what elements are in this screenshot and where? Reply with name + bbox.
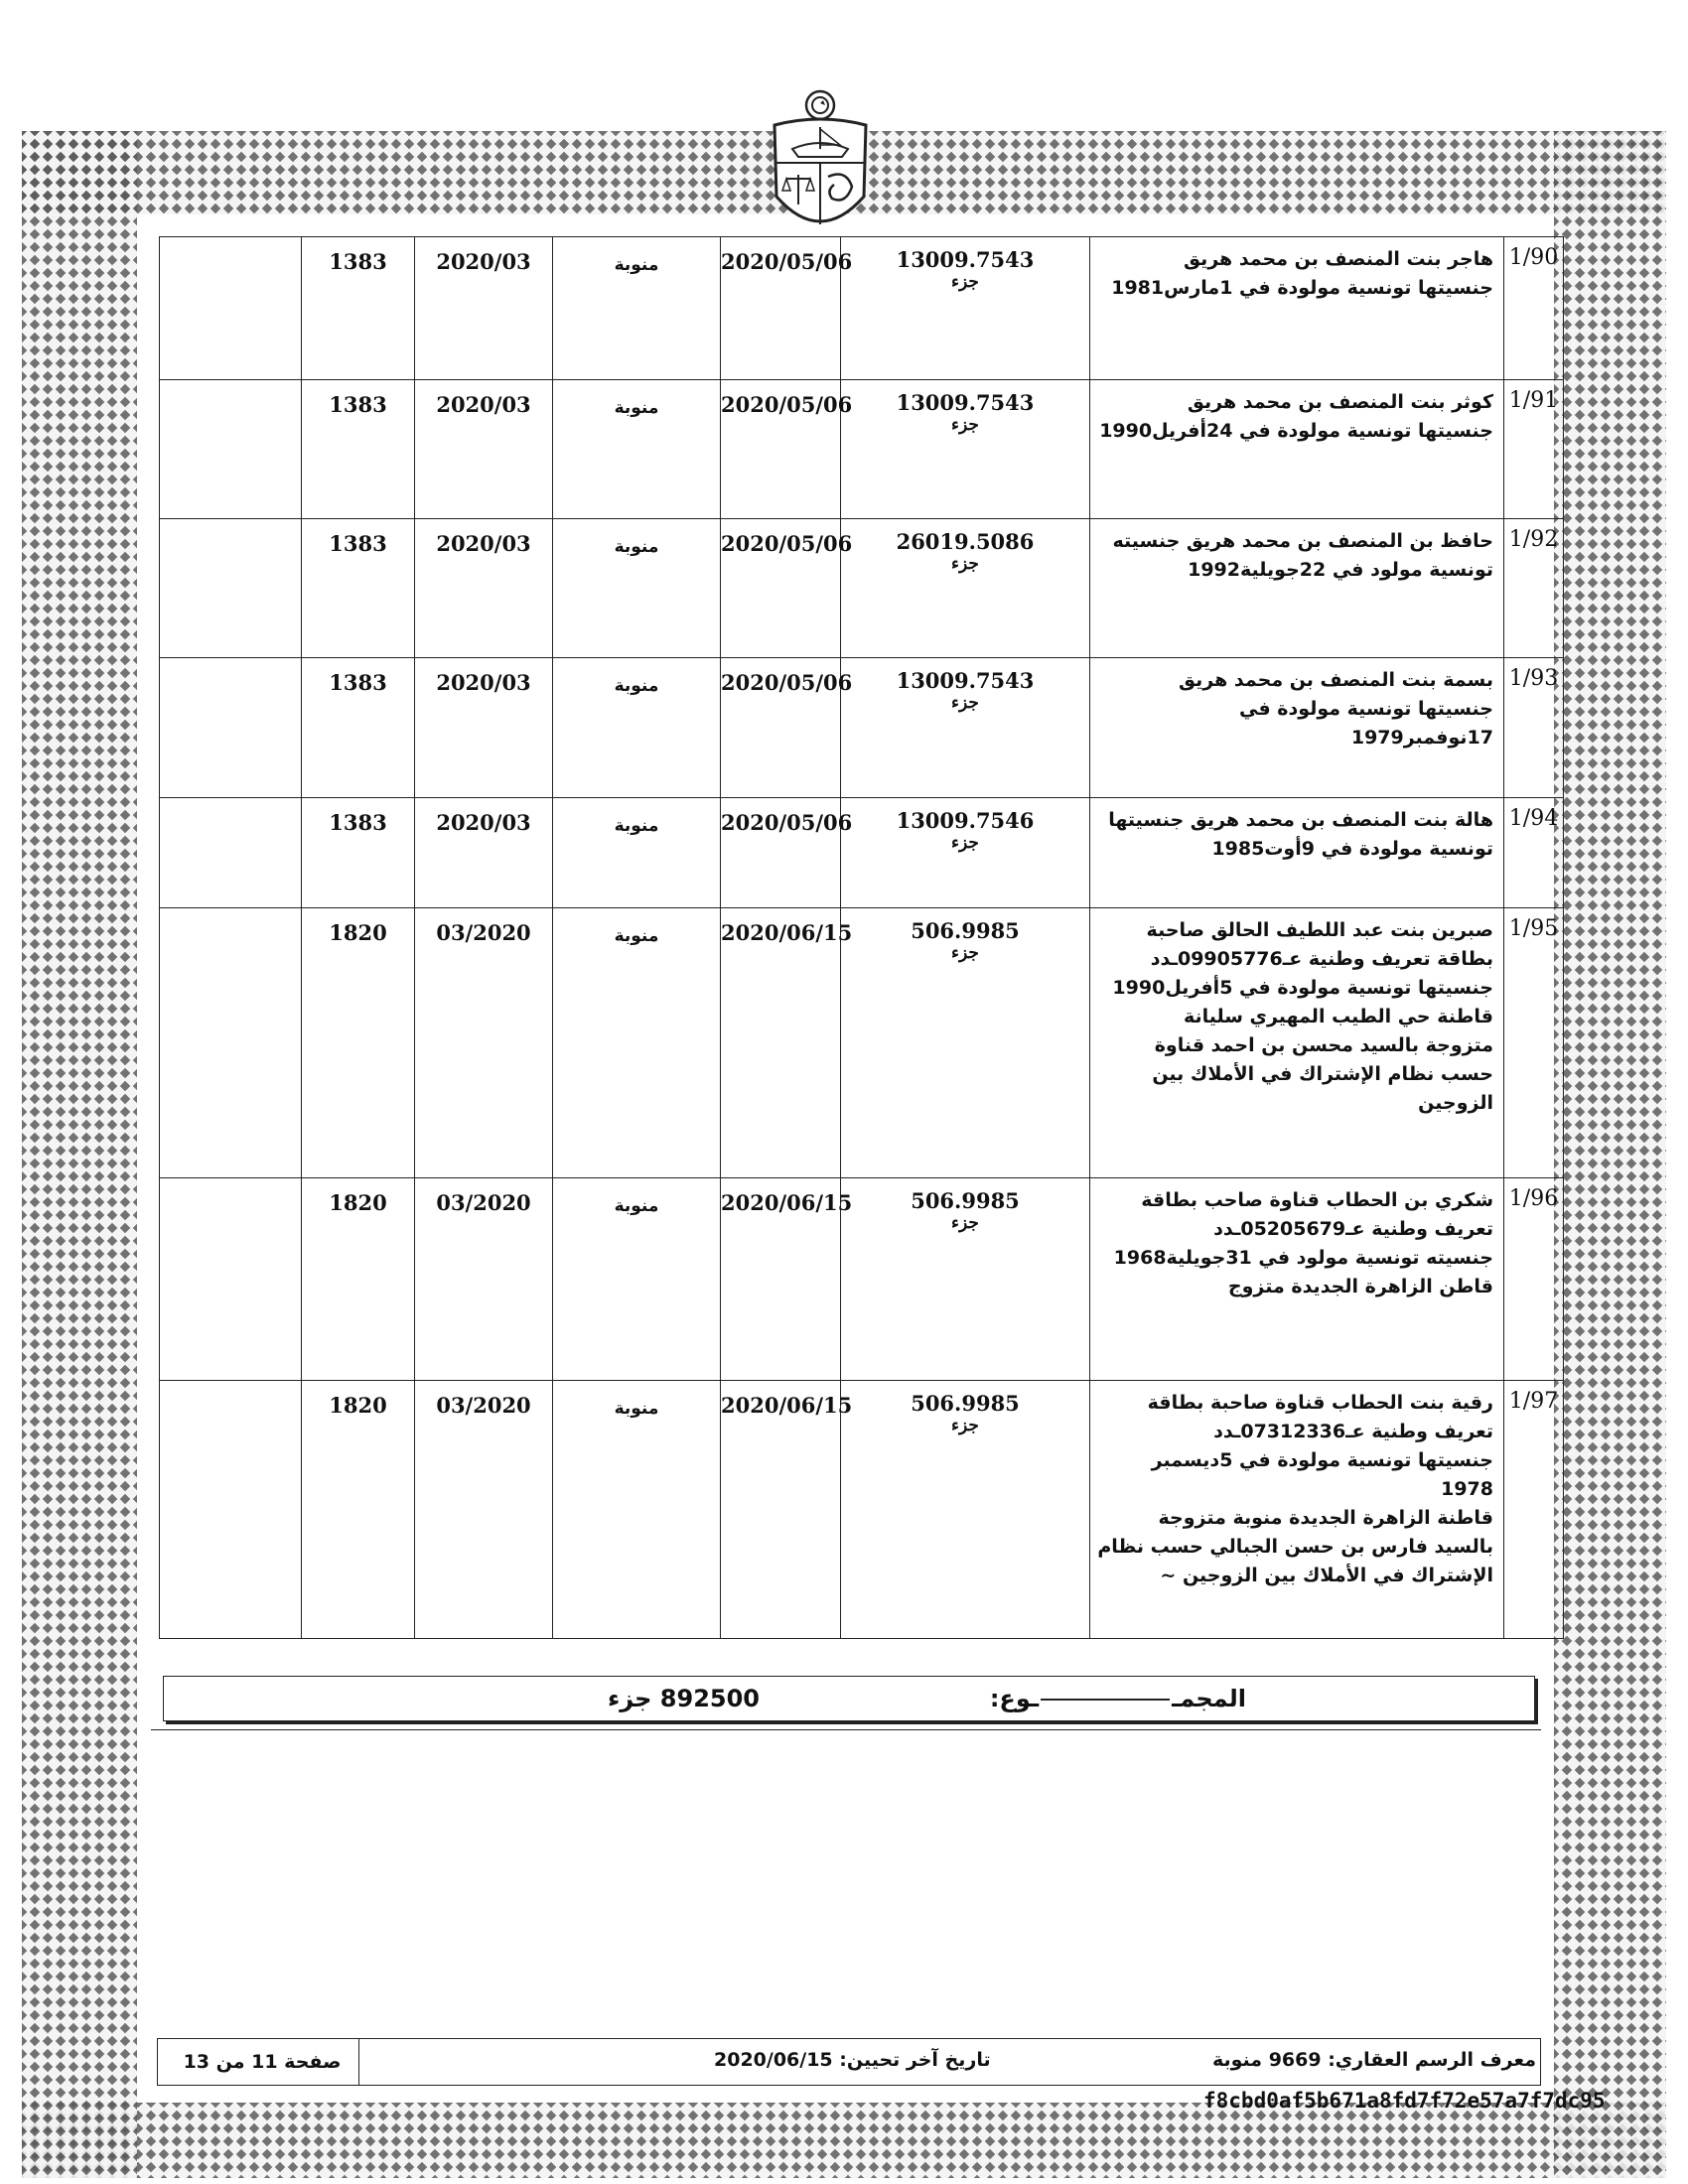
office-cell: منوبة xyxy=(553,1381,721,1639)
owner-line: قاطن الزاهرة الجديدة متزوج xyxy=(1227,1276,1493,1297)
owner-line: تعريف وطنية عـ07312336ـدد xyxy=(1213,1421,1493,1442)
record-number-cell: 1/94 xyxy=(1504,798,1564,908)
record-number-cell: 1/90 xyxy=(1504,237,1564,380)
owner-line: هالة بنت المنصف بن محمد هريق جنسيتها xyxy=(1108,809,1493,831)
table-row xyxy=(160,519,1564,658)
owner-line: هاجر بنت المنصف بن محمد هريق xyxy=(1183,248,1493,270)
share-value: 13009.7546 xyxy=(896,808,1035,833)
share-unit: جزء xyxy=(951,554,979,574)
date-cell: 2020/06/15 xyxy=(721,1381,841,1639)
share-unit: جزء xyxy=(951,1213,979,1233)
share-value: 13009.7543 xyxy=(896,247,1035,272)
share-value: 506.9985 xyxy=(911,918,1020,943)
decorative-border-right xyxy=(1554,131,1666,2178)
date-cell: 2020/06/15 xyxy=(721,908,841,1178)
table-row xyxy=(160,908,1564,1178)
period-cell: 03/2020 xyxy=(415,908,553,1178)
date-cell: 2020/05/06 xyxy=(721,237,841,380)
owner-line: صبرين بنت عبد اللطيف الحالق صاحبة xyxy=(1146,919,1493,941)
record-number-cell: 1/95 xyxy=(1504,908,1564,1178)
date-cell: 2020/05/06 xyxy=(721,798,841,908)
share-cell xyxy=(841,519,1090,658)
office-cell: منوبة xyxy=(553,798,721,908)
owner-line: تونسية مولودة في 9أوت1985 xyxy=(1211,838,1493,860)
table-row xyxy=(160,798,1564,908)
owner-cell xyxy=(1090,908,1504,1178)
share-cell xyxy=(841,1381,1090,1639)
date-cell: 2020/05/06 xyxy=(721,380,841,519)
owner-line: قاطنة حي الطيب المهيري سليانة xyxy=(1183,1006,1493,1027)
reference-cell: 1383 xyxy=(302,237,415,380)
period-cell: 2020/03 xyxy=(415,519,553,658)
owner-line: متزوجة بالسيد محسن بن احمد قناوة xyxy=(1154,1034,1493,1056)
record-number-cell: 1/96 xyxy=(1504,1178,1564,1381)
total-value: 892500 جزء xyxy=(607,1685,760,1712)
table-row xyxy=(160,380,1564,519)
owner-line: جنسيتها تونسية مولودة في 5ديسمبر 1978 xyxy=(1151,1449,1493,1500)
period-cell: 2020/03 xyxy=(415,237,553,380)
table-row xyxy=(160,237,1564,380)
owner-line: بالسيد فارس بن حسن الجبالي حسب نظام xyxy=(1097,1536,1493,1558)
office-cell: منوبة xyxy=(553,237,721,380)
office-cell: منوبة xyxy=(553,908,721,1178)
owner-line: كوثر بنت المنصف بن محمد هريق xyxy=(1187,391,1493,413)
share-value: 13009.7543 xyxy=(896,390,1035,415)
reference-cell: 1383 xyxy=(302,380,415,519)
total-box xyxy=(163,1676,1535,1721)
owner-cell xyxy=(1090,237,1504,380)
owner-line: جنسيتها تونسية مولودة في 17نوفمبر1979 xyxy=(1239,698,1493,749)
owner-line: جنسيته تونسية مولود في 31جويلية1968 xyxy=(1113,1247,1493,1269)
owner-line: بسمة بنت المنصف بن محمد هريق xyxy=(1179,669,1493,691)
period-cell: 03/2020 xyxy=(415,1178,553,1381)
owner-cell xyxy=(1090,380,1504,519)
table-row xyxy=(160,658,1564,798)
land-title-id: معرف الرسم العقاري: 9669 منوبة xyxy=(1211,2049,1536,2071)
owner-line: جنسيتها تونسية مولودة في 1مارس1981 xyxy=(1111,277,1493,299)
owner-line: حافظ بن المنصف بن محمد هريق جنسيته xyxy=(1112,530,1493,552)
share-value: 13009.7543 xyxy=(896,668,1035,693)
property-owners-table xyxy=(159,236,1564,1639)
share-unit: جزء xyxy=(951,693,979,713)
share-cell xyxy=(841,1178,1090,1381)
period-cell: 2020/03 xyxy=(415,380,553,519)
document-hash: f8cbd0af5b671a8fd7f72e57a7f7dc95 xyxy=(1203,2089,1606,2113)
decorative-border-bottom xyxy=(22,2103,1666,2178)
share-unit: جزء xyxy=(951,1416,979,1435)
share-cell xyxy=(841,908,1090,1178)
share-value: 26019.5086 xyxy=(896,529,1035,554)
date-cell: 2020/06/15 xyxy=(721,1178,841,1381)
owner-line: الإشتراك في الأملاك بين الزوجين ~ xyxy=(1160,1565,1493,1586)
blank-cell xyxy=(160,908,302,1178)
record-number-cell: 1/93 xyxy=(1504,658,1564,798)
reference-cell: 1820 xyxy=(302,1381,415,1639)
blank-cell xyxy=(160,798,302,908)
share-unit: جزء xyxy=(951,272,979,292)
page-footer xyxy=(157,2038,1541,2086)
record-number-cell: 1/91 xyxy=(1504,380,1564,519)
date-cell: 2020/05/06 xyxy=(721,658,841,798)
owner-line: قاطنة الزاهرة الجديدة منوبة متزوجة xyxy=(1158,1507,1493,1529)
owner-cell xyxy=(1090,519,1504,658)
owner-line: شكري بن الحطاب قناوة صاحب بطاقة xyxy=(1141,1189,1493,1211)
owner-line: حسب نظام الإشتراك في الأملاك بين xyxy=(1152,1063,1493,1085)
period-cell: 2020/03 xyxy=(415,658,553,798)
blank-cell xyxy=(160,380,302,519)
total-label: المجمــوع: xyxy=(989,1685,1246,1712)
office-cell: منوبة xyxy=(553,658,721,798)
period-cell: 03/2020 xyxy=(415,1381,553,1639)
date-cell: 2020/05/06 xyxy=(721,519,841,658)
reference-cell: 1820 xyxy=(302,1178,415,1381)
blank-cell xyxy=(160,658,302,798)
share-cell xyxy=(841,380,1090,519)
share-cell xyxy=(841,237,1090,380)
decorative-border-left xyxy=(22,131,137,2178)
owner-line: جنسيتها تونسية مولودة في 24أفريل1990 xyxy=(1099,420,1493,442)
owner-line: رقية بنت الحطاب قناوة صاحبة بطاقة xyxy=(1147,1392,1493,1414)
owner-line: جنسيتها تونسية مولودة في 5أفريل1990 xyxy=(1112,977,1493,999)
owner-cell xyxy=(1090,1178,1504,1381)
owner-line: تونسية مولود في 22جويلية1992 xyxy=(1188,559,1493,581)
office-cell: منوبة xyxy=(553,380,721,519)
owner-line: الزوجين xyxy=(1418,1092,1493,1114)
reference-cell: 1383 xyxy=(302,658,415,798)
share-value: 506.9985 xyxy=(911,1391,1020,1416)
reference-cell: 1383 xyxy=(302,519,415,658)
share-unit: جزء xyxy=(951,943,979,963)
owner-cell xyxy=(1090,798,1504,908)
owner-cell xyxy=(1090,1381,1504,1639)
share-value: 506.9985 xyxy=(911,1188,1020,1213)
reference-cell: 1383 xyxy=(302,798,415,908)
page-number: صفحة 11 من 13 xyxy=(166,2039,359,2085)
share-cell xyxy=(841,658,1090,798)
blank-cell xyxy=(160,519,302,658)
period-cell: 2020/03 xyxy=(415,798,553,908)
blank-cell xyxy=(160,1381,302,1639)
share-cell xyxy=(841,798,1090,908)
blank-cell xyxy=(160,237,302,380)
record-number-cell: 1/97 xyxy=(1504,1381,1564,1639)
last-update-date: تاريخ آخر تحيين: 2020/06/15 xyxy=(714,2049,991,2071)
owner-line: بطاقة تعريف وطنية عـ09905776ـدد xyxy=(1150,948,1493,970)
share-unit: جزء xyxy=(951,415,979,435)
reference-cell: 1820 xyxy=(302,908,415,1178)
blank-cell xyxy=(160,1178,302,1381)
office-cell: منوبة xyxy=(553,519,721,658)
table-row xyxy=(160,1178,1564,1381)
owner-cell xyxy=(1090,658,1504,798)
office-cell: منوبة xyxy=(553,1178,721,1381)
tunisia-coat-of-arms-icon xyxy=(767,87,874,246)
owner-line: تعريف وطنية عـ05205679ـدد xyxy=(1213,1218,1493,1240)
record-number-cell: 1/92 xyxy=(1504,519,1564,658)
share-unit: جزء xyxy=(951,833,979,853)
table-row xyxy=(160,1381,1564,1639)
